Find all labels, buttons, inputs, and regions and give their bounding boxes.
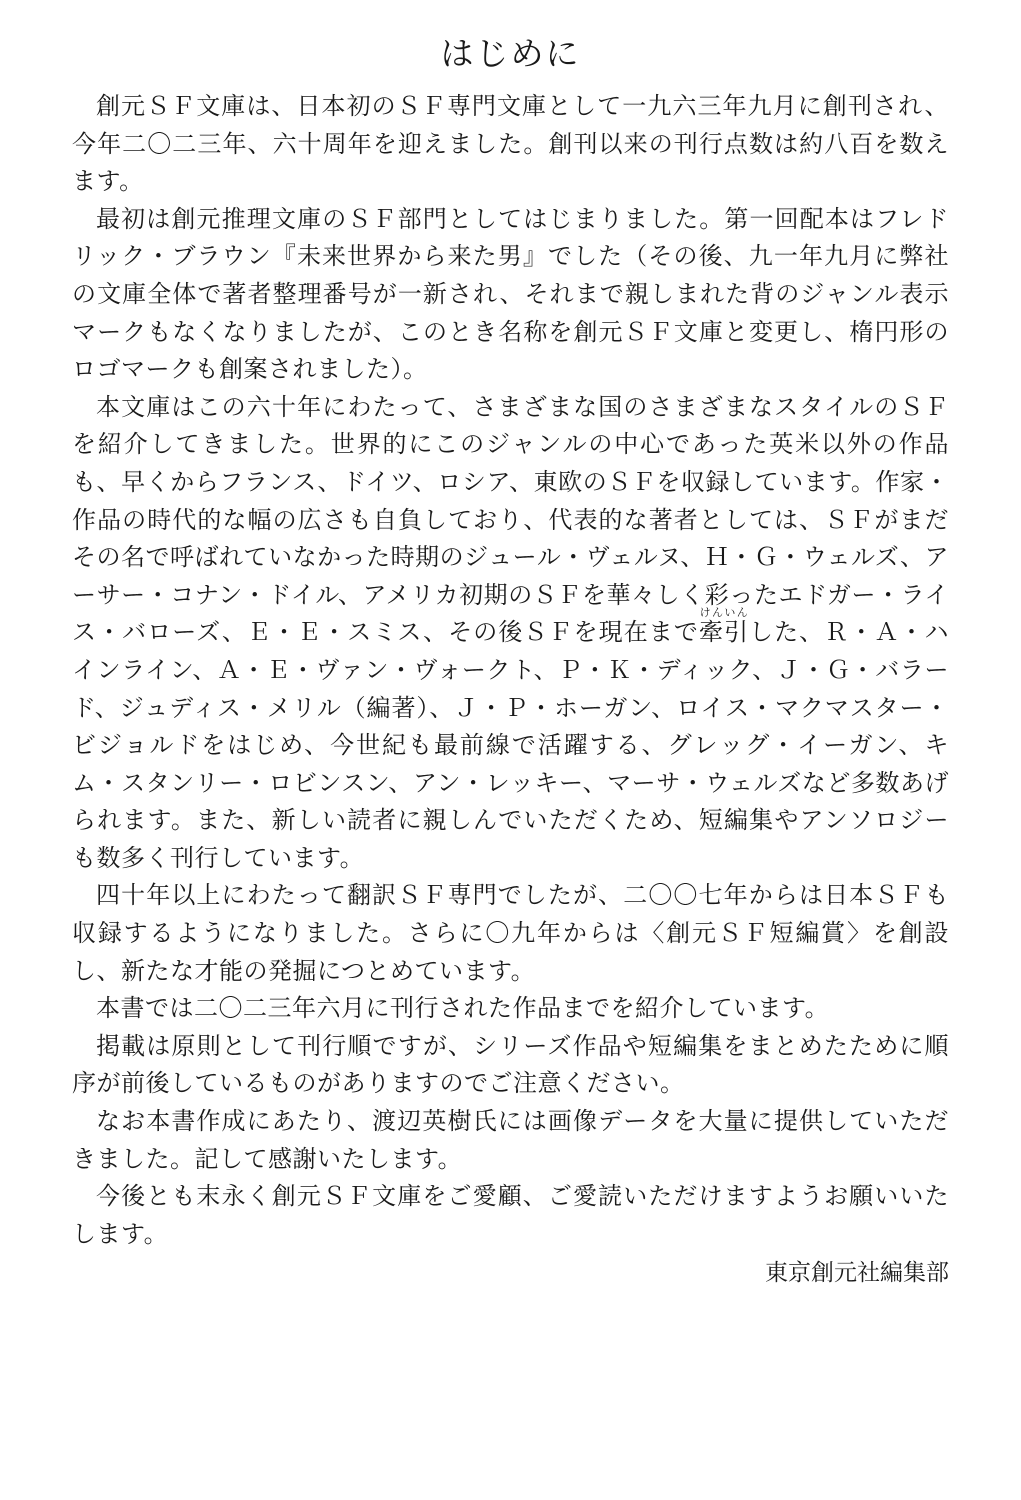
paragraph-2: 最初は創元推理文庫のＳＦ部門としてはじまりました。第一回配本はフレドリック・ブラウン『未来世界から来た男』でした（その後、九一年九月に弊社の文庫全体で著者整理番号が一新され、それまで親しまれた背のジャンル表示マークもなくなりましたが、このとき名称を創元ＳＦ文庫と変更し、楕円形のロゴマークも創案されました）。 [72,204,949,384]
paragraph-3 [72,389,949,878]
ruby-reading: けんいん [698,606,749,620]
paragraph-8: 今後とも末永く創元ＳＦ文庫をご愛顧、ご愛読いただけますようお願いいたします。 [72,1182,949,1248]
paragraph-7: なお本書作成にあたり、渡辺英樹氏には画像データを大量に提供していただきました。記して感謝いたします。 [72,1107,949,1173]
paragraph-3-text-before: 本文庫はこの六十年にわたって、さまざまな国のさまざまなスタイルのＳＦを紹介してきました。世界的にこのジャンルの中心であった英米以外の作品も、早くからフランス、ドイツ、ロシア、東欧のＳＦを収録しています。作家・作品の時代的な幅の広さも自負しており、代表的な著者としては、ＳＦがまだその名で呼ばれていなかった時期のジュール・ヴェルヌ、Ｈ・Ｇ・ウェルズ、アーサー・コナン・ドイル、アメリカ初期のＳＦを華々しく彩ったエドガー・ライス・バローズ、Ｅ・Ｅ・スミス、その後ＳＦを現在まで [72,392,949,647]
paragraph-4: 四十年以上にわたって翻訳ＳＦ専門でしたが、二〇〇七年からは日本ＳＦも収録するようになりました。さらに〇九年からは〈創元ＳＦ短編賞〉を創設し、新たな才能の発掘につとめています。 [72,881,949,985]
paragraph-1: 創元ＳＦ文庫は、日本初のＳＦ専門文庫として一九六三年九月に創刊され、今年二〇二三年、六十周年を迎えました。創刊以来の刊行点数は約八百を数えます。 [72,92,949,196]
paragraph-3-text-after: した、Ｒ・Ａ・ハインライン、Ａ・Ｅ・ヴァン・ヴォークト、Ｐ・Ｋ・ディック、Ｊ・Ｇ・バラード、ジュディス・メリル（編著）、Ｊ・Ｐ・ホーガン、ロイス・マクマスター・ビジョルドをはじめ、今世紀も最前線で活躍する、グレッグ・イーガン、キム・スタンリー・ロビンスン、アン・レッキー、マーサ・ウェルズなど多数あげられます。また、新しい読者に親しんでいただくため、短編集やアンソロジーも数多く刊行しています。 [72,618,950,872]
paragraph-6: 掲載は原則として刊行順ですが、シリーズ作品や短編集をまとめたために順序が前後しているものがありますのでご注意ください。 [72,1031,949,1098]
paragraph-5: 本書では二〇二三年六月に刊行された作品までを紹介しています。 [96,994,830,1023]
ruby-annotation [698,606,750,647]
signature: 東京創元社編集部 [765,1260,949,1287]
page-title: はじめに [440,34,581,73]
body-text [72,88,949,1253]
ruby-base: 牽引 [698,618,750,647]
